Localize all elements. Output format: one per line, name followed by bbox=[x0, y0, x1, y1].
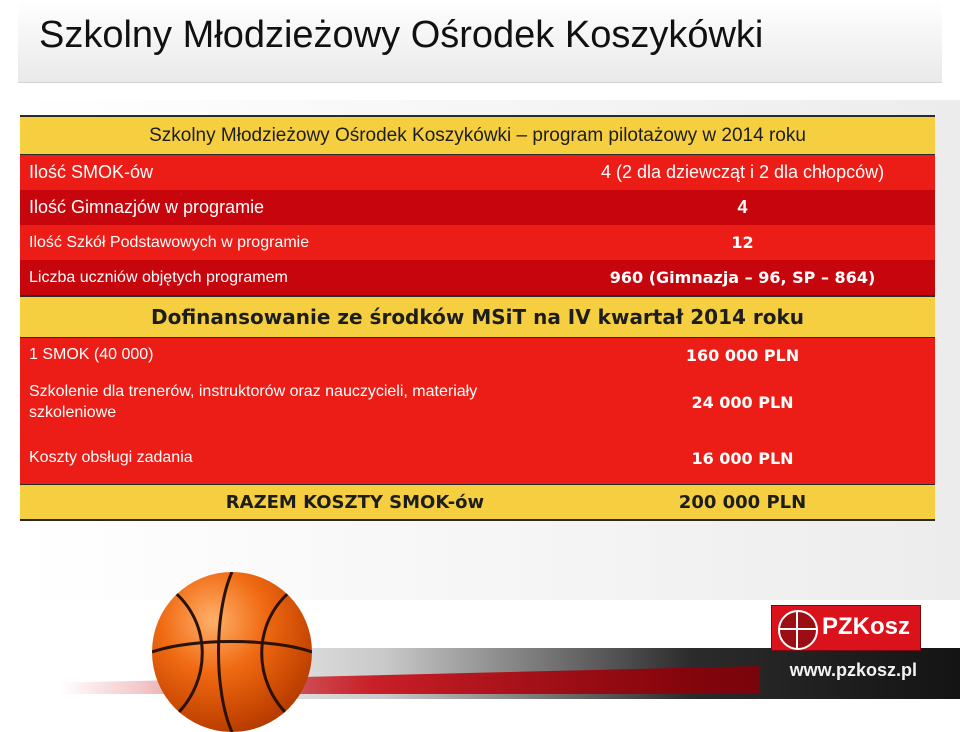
page-title: Szkolny Młodzieżowy Ośrodek Koszykówki bbox=[39, 14, 764, 56]
table-header: Szkolny Młodzieżowy Ośrodek Koszykówki – program pilotażowy w 2014 roku bbox=[20, 116, 935, 155]
row-value: 24 000 PLN bbox=[550, 372, 935, 432]
footer-bar bbox=[0, 648, 960, 699]
row-value: 12 bbox=[550, 225, 935, 260]
row-label: Liczba uczniów objętych programem bbox=[20, 260, 550, 296]
row-label: 1 SMOK (40 000) bbox=[20, 338, 550, 373]
table-row bbox=[20, 372, 935, 432]
program-table bbox=[20, 115, 935, 521]
table-row bbox=[20, 190, 935, 225]
logo-text: PZKosz bbox=[822, 613, 911, 640]
total-row bbox=[20, 485, 935, 521]
row-value: 4 (2 dla dziewcząt i 2 dla chłopców) bbox=[550, 155, 935, 191]
row-label: Ilość Gimnazjów w programie bbox=[20, 190, 550, 225]
row-label: Koszty obsługi zadania bbox=[20, 432, 550, 485]
total-label: RAZEM KOSZTY SMOK-ów bbox=[160, 485, 550, 521]
row-value: 16 000 PLN bbox=[550, 432, 935, 485]
title-bar bbox=[18, 0, 942, 83]
total-value: 200 000 PLN bbox=[550, 485, 935, 521]
section-header-row bbox=[20, 296, 935, 338]
pzkosz-logo bbox=[771, 605, 921, 651]
row-label: Ilość SMOK-ów bbox=[20, 155, 550, 191]
website-url: www.pzkosz.pl bbox=[789, 660, 917, 680]
row-value: 4 bbox=[550, 190, 935, 225]
table-row bbox=[20, 260, 935, 296]
row-value: 960 (Gimnazja – 96, SP – 864) bbox=[550, 260, 935, 296]
table-header-row bbox=[20, 116, 935, 155]
table-row bbox=[20, 225, 935, 260]
row-label: Ilość Szkół Podstawowych w programie bbox=[20, 225, 550, 260]
section-header: Dofinansowanie ze środków MSiT na IV kwartał 2014 roku bbox=[20, 296, 935, 338]
table-row bbox=[20, 432, 935, 485]
table-row bbox=[20, 338, 935, 373]
row-value: 160 000 PLN bbox=[550, 338, 935, 373]
basketball-icon bbox=[152, 572, 312, 732]
row-label: Szkolenie dla trenerów, instruktorów oraz nauczycieli, materiały szkoleniowe bbox=[20, 372, 550, 432]
table-row bbox=[20, 155, 935, 191]
pzkosz-logo-icon bbox=[778, 610, 818, 650]
